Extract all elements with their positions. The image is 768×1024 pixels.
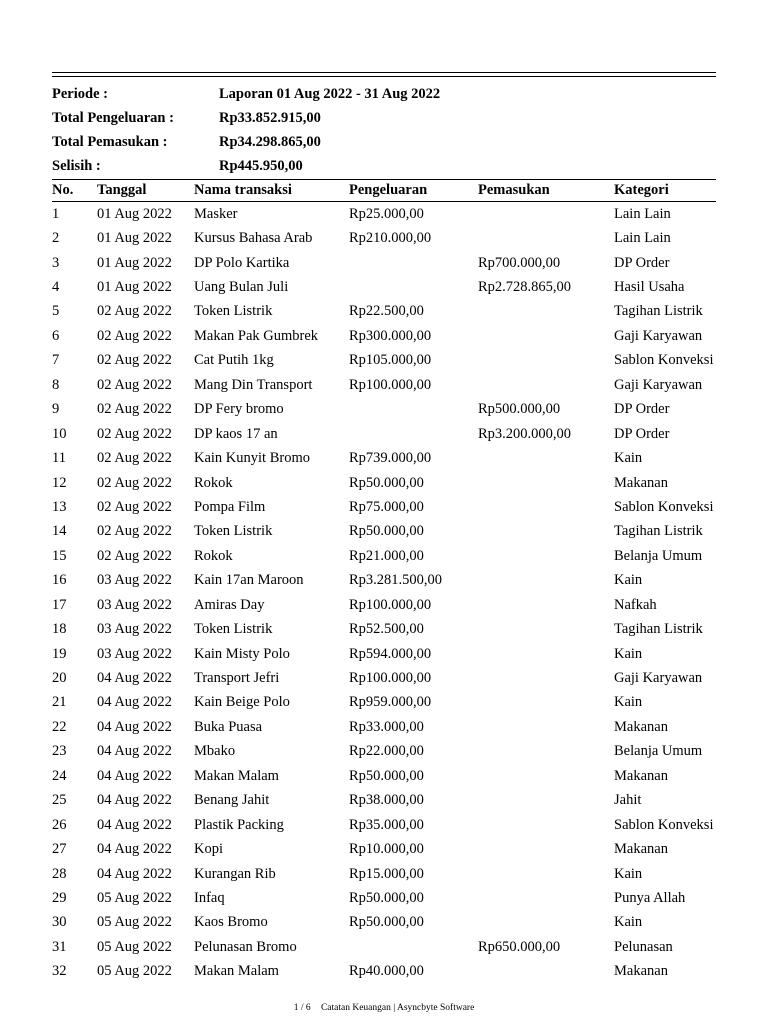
cell-transaction-name: Pompa Film <box>194 498 266 515</box>
cell-date: 04 Aug 2022 <box>97 816 172 833</box>
cell-category: Punya Allah <box>614 889 686 906</box>
summary-total-income-row <box>52 130 716 154</box>
cell-date: 02 Aug 2022 <box>97 425 172 442</box>
table-row <box>52 862 732 886</box>
cell-category: Gaji Karyawan <box>614 376 703 393</box>
table-row <box>52 715 732 739</box>
cell-income: Rp3.200.000,00 <box>478 425 572 442</box>
table-row <box>52 911 732 935</box>
cell-transaction-name: DP Fery bromo <box>194 401 284 418</box>
table-row <box>52 398 732 422</box>
cell-no: 12 <box>52 474 67 491</box>
cell-date: 02 Aug 2022 <box>97 450 172 467</box>
table-row <box>52 642 732 666</box>
cell-category: Makanan <box>614 963 668 980</box>
cell-category: Sablon Konveksi <box>614 498 714 515</box>
cell-transaction-name: Makan Malam <box>194 767 279 784</box>
cell-category: DP Order <box>614 401 670 418</box>
cell-expense: Rp38.000,00 <box>349 792 424 809</box>
cell-category: Kain <box>614 914 643 931</box>
cell-date: 01 Aug 2022 <box>97 279 172 296</box>
cell-no: 22 <box>52 718 67 735</box>
cell-date: 02 Aug 2022 <box>97 547 172 564</box>
cell-expense: Rp100.000,00 <box>349 596 432 613</box>
table-row <box>52 300 732 324</box>
cell-date: 02 Aug 2022 <box>97 352 172 369</box>
summary-difference-row <box>52 155 716 179</box>
cell-date: 03 Aug 2022 <box>97 621 172 638</box>
page-number: 1 / 6 <box>293 1003 311 1013</box>
cell-transaction-name: Token Listrik <box>194 523 273 540</box>
cell-expense: Rp40.000,00 <box>349 963 424 980</box>
cell-no: 21 <box>52 694 67 711</box>
cell-transaction-name: Kain Kunyit Bromo <box>194 450 310 467</box>
cell-income: Rp500.000,00 <box>478 401 561 418</box>
cell-category: Kain <box>614 645 643 662</box>
report-summary <box>52 82 716 179</box>
cell-category: Sablon Konveksi <box>614 816 714 833</box>
cell-category: Jahit <box>614 792 642 809</box>
table-row <box>52 422 732 446</box>
cell-category: Kain <box>614 694 643 711</box>
cell-date: 02 Aug 2022 <box>97 327 172 344</box>
table-row <box>52 202 732 226</box>
cell-category: Makanan <box>614 474 668 491</box>
cell-no: 19 <box>52 645 67 662</box>
summary-value: Laporan 01 Aug 2022 - 31 Aug 2022 <box>219 85 441 102</box>
page-footer <box>0 1003 768 1013</box>
cell-category: Tagihan Listrik <box>614 303 703 320</box>
cell-category: Kain <box>614 450 643 467</box>
cell-expense: Rp50.000,00 <box>349 889 424 906</box>
cell-date: 02 Aug 2022 <box>97 376 172 393</box>
cell-expense: Rp15.000,00 <box>349 865 424 882</box>
cell-no: 9 <box>52 401 60 418</box>
cell-transaction-name: Token Listrik <box>194 303 273 320</box>
cell-transaction-name: Infaq <box>194 889 225 906</box>
summary-value: Rp34.298.865,00 <box>219 133 321 150</box>
cell-no: 23 <box>52 743 67 760</box>
cell-expense: Rp25.000,00 <box>349 205 424 222</box>
cell-category: Pelunasan <box>614 938 673 955</box>
table-row <box>52 666 732 690</box>
cell-income: Rp2.728.865,00 <box>478 279 572 296</box>
cell-expense: Rp75.000,00 <box>349 498 424 515</box>
cell-transaction-name: Kain Beige Polo <box>194 694 290 711</box>
cell-transaction-name: Buka Puasa <box>194 718 263 735</box>
cell-expense: Rp50.000,00 <box>349 474 424 491</box>
top-double-rule-lower <box>52 76 716 77</box>
summary-period-row <box>52 82 716 106</box>
cell-expense: Rp52.500,00 <box>349 621 424 638</box>
header-category: Kategori <box>614 181 669 198</box>
cell-no: 31 <box>52 938 67 955</box>
cell-no: 8 <box>52 376 60 393</box>
cell-date: 04 Aug 2022 <box>97 865 172 882</box>
header-date: Tanggal <box>97 181 147 198</box>
cell-category: Makanan <box>614 718 668 735</box>
cell-date: 05 Aug 2022 <box>97 914 172 931</box>
cell-date: 04 Aug 2022 <box>97 792 172 809</box>
cell-date: 02 Aug 2022 <box>97 498 172 515</box>
cell-expense: Rp739.000,00 <box>349 450 432 467</box>
header-no: No. <box>52 181 74 198</box>
cell-transaction-name: Token Listrik <box>194 621 273 638</box>
cell-transaction-name: Rokok <box>194 474 233 491</box>
cell-no: 18 <box>52 621 67 638</box>
cell-no: 30 <box>52 914 67 931</box>
cell-expense: Rp22.000,00 <box>349 743 424 760</box>
table-row <box>52 764 732 788</box>
cell-no: 29 <box>52 889 67 906</box>
cell-expense: Rp50.000,00 <box>349 767 424 784</box>
table-header-row <box>52 178 732 202</box>
cell-no: 2 <box>52 230 60 247</box>
table-row <box>52 446 732 470</box>
cell-date: 03 Aug 2022 <box>97 645 172 662</box>
table-row <box>52 275 732 299</box>
cell-category: Nafkah <box>614 596 657 613</box>
cell-transaction-name: Mang Din Transport <box>194 376 313 393</box>
cell-no: 11 <box>52 450 66 467</box>
cell-expense: Rp100.000,00 <box>349 376 432 393</box>
cell-transaction-name: Benang Jahit <box>194 792 270 809</box>
cell-category: Lain Lain <box>614 205 671 222</box>
cell-category: Kain <box>614 865 643 882</box>
cell-no: 10 <box>52 425 67 442</box>
cell-no: 27 <box>52 841 67 858</box>
cell-category: Kain <box>614 572 643 589</box>
cell-category: Belanja Umum <box>614 743 703 760</box>
cell-no: 6 <box>52 327 60 344</box>
cell-expense: Rp3.281.500,00 <box>349 572 443 589</box>
cell-income: Rp700.000,00 <box>478 254 561 271</box>
cell-no: 26 <box>52 816 67 833</box>
cell-expense: Rp594.000,00 <box>349 645 432 662</box>
cell-date: 04 Aug 2022 <box>97 670 172 687</box>
cell-no: 14 <box>52 523 67 540</box>
summary-value: Rp33.852.915,00 <box>219 109 321 126</box>
cell-transaction-name: Pelunasan Bromo <box>194 938 297 955</box>
cell-transaction-name: Kaos Bromo <box>194 914 268 931</box>
cell-date: 02 Aug 2022 <box>97 523 172 540</box>
cell-no: 16 <box>52 572 67 589</box>
cell-transaction-name: Kain 17an Maroon <box>194 572 304 589</box>
cell-date: 04 Aug 2022 <box>97 841 172 858</box>
cell-category: Tagihan Listrik <box>614 523 703 540</box>
cell-no: 32 <box>52 963 67 980</box>
footer-text: Catatan Keuangan | Asyncbyte Software <box>320 1003 475 1013</box>
cell-date: 05 Aug 2022 <box>97 938 172 955</box>
cell-no: 4 <box>52 279 60 296</box>
table-row <box>52 617 732 641</box>
table-row <box>52 740 732 764</box>
cell-transaction-name: Makan Pak Gumbrek <box>194 327 319 344</box>
table-row <box>52 373 732 397</box>
cell-expense: Rp50.000,00 <box>349 523 424 540</box>
cell-transaction-name: DP Polo Kartika <box>194 254 290 271</box>
cell-date: 02 Aug 2022 <box>97 401 172 418</box>
cell-date: 02 Aug 2022 <box>97 474 172 491</box>
cell-no: 7 <box>52 352 60 369</box>
cell-category: Makanan <box>614 767 668 784</box>
table-row <box>52 789 732 813</box>
table-row <box>52 691 732 715</box>
summary-value: Rp445.950,00 <box>219 158 303 175</box>
cell-transaction-name: Cat Putih 1kg <box>194 352 274 369</box>
cell-expense: Rp50.000,00 <box>349 914 424 931</box>
cell-no: 25 <box>52 792 67 809</box>
cell-no: 13 <box>52 498 67 515</box>
cell-transaction-name: Kurangan Rib <box>194 865 276 882</box>
cell-category: Belanja Umum <box>614 547 703 564</box>
cell-no: 15 <box>52 547 67 564</box>
cell-no: 1 <box>52 205 60 222</box>
cell-date: 01 Aug 2022 <box>97 230 172 247</box>
cell-category: Tagihan Listrik <box>614 621 703 638</box>
cell-transaction-name: Mbako <box>194 743 236 760</box>
table-row <box>52 837 732 861</box>
table-row <box>52 349 732 373</box>
cell-no: 24 <box>52 767 67 784</box>
table-row <box>52 226 732 250</box>
cell-income: Rp650.000,00 <box>478 938 561 955</box>
table-row <box>52 935 732 959</box>
cell-category: Hasil Usaha <box>614 279 685 296</box>
table-row <box>52 520 732 544</box>
summary-label: Selisih : <box>52 158 101 175</box>
cell-category: DP Order <box>614 254 670 271</box>
summary-label: Total Pengeluaran : <box>52 109 174 126</box>
summary-label: Total Pemasukan : <box>52 133 168 150</box>
table-row <box>52 251 732 275</box>
cell-no: 5 <box>52 303 60 320</box>
cell-category: Gaji Karyawan <box>614 670 703 687</box>
cell-date: 02 Aug 2022 <box>97 303 172 320</box>
cell-expense: Rp33.000,00 <box>349 718 424 735</box>
table-body <box>52 202 732 984</box>
table-row <box>52 960 732 984</box>
cell-transaction-name: Masker <box>194 205 238 222</box>
cell-date: 04 Aug 2022 <box>97 718 172 735</box>
cell-category: DP Order <box>614 425 670 442</box>
cell-no: 20 <box>52 670 67 687</box>
cell-transaction-name: Amiras Day <box>194 596 265 613</box>
cell-date: 01 Aug 2022 <box>97 254 172 271</box>
table-row <box>52 324 732 348</box>
cell-transaction-name: Kopi <box>194 841 223 858</box>
cell-transaction-name: Rokok <box>194 547 233 564</box>
cell-date: 04 Aug 2022 <box>97 743 172 760</box>
table-row <box>52 569 732 593</box>
table-row <box>52 495 732 519</box>
header-expense: Pengeluaran <box>349 181 428 198</box>
summary-total-expense-row <box>52 106 716 130</box>
cell-date: 04 Aug 2022 <box>97 694 172 711</box>
cell-expense: Rp22.500,00 <box>349 303 424 320</box>
cell-transaction-name: Plastik Packing <box>194 816 284 833</box>
cell-transaction-name: Transport Jefri <box>194 670 280 687</box>
transactions-table <box>52 178 732 984</box>
cell-no: 17 <box>52 596 67 613</box>
cell-transaction-name: Makan Malam <box>194 963 279 980</box>
cell-expense: Rp210.000,00 <box>349 230 432 247</box>
cell-expense: Rp10.000,00 <box>349 841 424 858</box>
cell-expense: Rp35.000,00 <box>349 816 424 833</box>
table-row <box>52 593 732 617</box>
cell-category: Gaji Karyawan <box>614 327 703 344</box>
cell-date: 01 Aug 2022 <box>97 205 172 222</box>
cell-date: 04 Aug 2022 <box>97 767 172 784</box>
table-row <box>52 471 732 495</box>
top-double-rule-upper <box>52 72 716 73</box>
cell-category: Makanan <box>614 841 668 858</box>
cell-transaction-name: DP kaos 17 an <box>194 425 278 442</box>
table-row <box>52 886 732 910</box>
cell-category: Sablon Konveksi <box>614 352 714 369</box>
cell-date: 03 Aug 2022 <box>97 596 172 613</box>
cell-expense: Rp21.000,00 <box>349 547 424 564</box>
header-income: Pemasukan <box>478 181 550 198</box>
cell-category: Lain Lain <box>614 230 671 247</box>
cell-no: 3 <box>52 254 60 271</box>
cell-transaction-name: Uang Bulan Juli <box>194 279 289 296</box>
cell-no: 28 <box>52 865 67 882</box>
cell-date: 05 Aug 2022 <box>97 963 172 980</box>
cell-expense: Rp300.000,00 <box>349 327 432 344</box>
table-row <box>52 544 732 568</box>
cell-date: 03 Aug 2022 <box>97 572 172 589</box>
cell-date: 05 Aug 2022 <box>97 889 172 906</box>
summary-label: Periode : <box>52 85 108 102</box>
cell-expense: Rp959.000,00 <box>349 694 432 711</box>
cell-transaction-name: Kain Misty Polo <box>194 645 290 662</box>
cell-expense: Rp105.000,00 <box>349 352 432 369</box>
table-row <box>52 813 732 837</box>
cell-transaction-name: Kursus Bahasa Arab <box>194 230 313 247</box>
cell-expense: Rp100.000,00 <box>349 670 432 687</box>
header-transaction-name: Nama transaksi <box>194 181 292 198</box>
